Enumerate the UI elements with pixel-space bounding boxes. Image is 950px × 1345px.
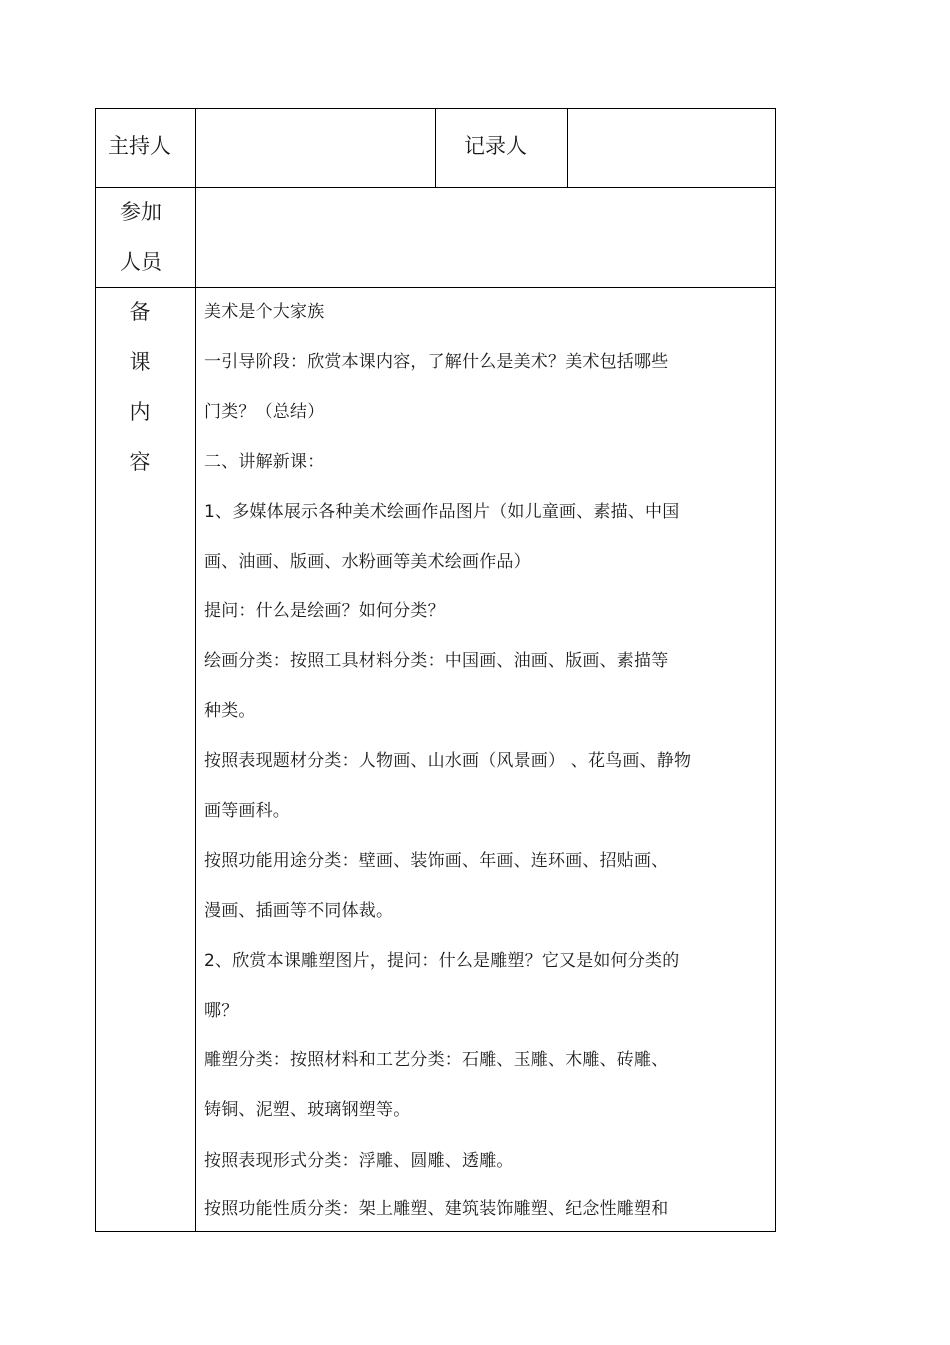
content-line: 按照表现题材分类：人物画、山水画（风景画） 、花鸟画、静物 bbox=[204, 751, 692, 771]
prep-label-char: 内 bbox=[129, 400, 151, 424]
content-line: 按照表现形式分类：浮雕、圆雕、透雕。 bbox=[204, 1151, 514, 1171]
content-line: 1、多媒体展示各种美术绘画作品图片（如儿童画、素描、中国 bbox=[204, 502, 680, 522]
content-line: 美术是个大家族 bbox=[204, 302, 325, 322]
host-label: 主持人 bbox=[108, 134, 171, 158]
content-line: 一引导阶段：欣赏本课内容，了解什么是美术？美术包括哪些 bbox=[204, 352, 669, 372]
content-line: 雕塑分类：按照材料和工艺分类：石雕、玉雕、木雕、砖雕、 bbox=[204, 1050, 669, 1070]
content-line: 画、油画、版画、水粉画等美术绘画作品） bbox=[204, 552, 531, 572]
content-line: 漫画、插画等不同体裁。 bbox=[204, 901, 394, 921]
content-line: 哪？ bbox=[204, 1001, 239, 1021]
content-line: 门类？（总结） bbox=[204, 402, 325, 422]
content-line: 铸铜、泥塑、玻璃钢塑等。 bbox=[204, 1100, 411, 1120]
recorder-label-right-divider bbox=[567, 108, 568, 188]
recorder-value-field[interactable] bbox=[578, 134, 763, 160]
row-divider-2 bbox=[95, 287, 776, 288]
content-line: 提问：什么是绘画？如何分类？ bbox=[204, 601, 445, 621]
participants-label-line2: 人员 bbox=[120, 250, 162, 274]
prep-label-char: 备 bbox=[129, 300, 151, 324]
table-right-border bbox=[775, 108, 776, 1232]
label-column-divider bbox=[195, 108, 196, 1232]
content-line: 种类。 bbox=[204, 701, 256, 721]
content-line: 按照功能性质分类：架上雕塑、建筑装饰雕塑、纪念性雕塑和 bbox=[204, 1199, 669, 1219]
table-bottom-border bbox=[95, 1231, 776, 1232]
content-line: 按照功能用途分类：壁画、装饰画、年画、连环画、招贴画、 bbox=[204, 851, 669, 871]
content-line: 二、讲解新课： bbox=[204, 452, 325, 472]
prep-label-char: 容 bbox=[129, 450, 151, 474]
content-line: 画等画科。 bbox=[204, 801, 290, 821]
content-line: 2、欣赏本课雕塑图片，提问：什么是雕塑？它又是如何分类的 bbox=[204, 951, 680, 971]
recorder-label-left-divider bbox=[435, 108, 436, 188]
participants-label-line1: 参加 bbox=[120, 200, 162, 224]
content-line: 绘画分类：按照工具材料分类：中国画、油画、版画、素描等 bbox=[204, 651, 669, 671]
host-value-field[interactable] bbox=[205, 134, 425, 160]
table-left-border bbox=[95, 108, 96, 1232]
recorder-label: 记录人 bbox=[464, 134, 527, 158]
participants-value-field[interactable] bbox=[205, 225, 765, 251]
prep-label-char: 课 bbox=[129, 350, 151, 374]
